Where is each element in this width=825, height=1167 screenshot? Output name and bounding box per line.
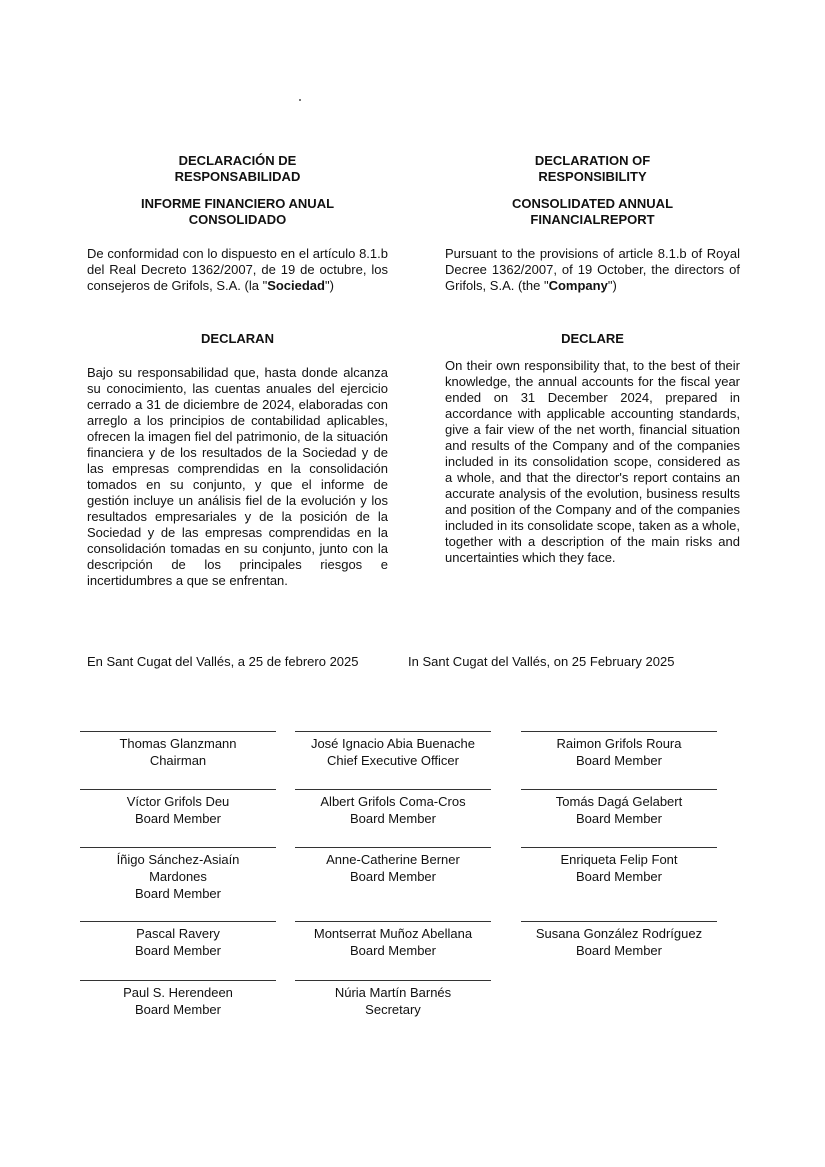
signatory-name: Montserrat Muñoz Abellana [313,926,473,941]
signatory-role: Board Member [135,811,221,826]
english-title-line2: RESPONSIBILITY [538,169,647,184]
english-declare-heading: DECLARE [561,331,624,346]
signatory-role: Board Member [135,1002,221,1017]
signatory-role: Board Member [576,811,662,826]
signatory-role: Board Member [135,886,221,901]
signatory-role: Board Member [135,943,221,958]
english-subtitle-line1: CONSOLIDATED ANNUAL [511,196,674,211]
signature-block [521,789,717,827]
signature-block [521,921,717,959]
signatory-role: Chairman [149,753,207,768]
english-intro-text: Pursuant to the provisions of article 8.1.b of Royal Decree 1362/2007, of 19 October, the directors of Grifols, S.A. (the " [445,246,740,293]
spanish-subtitle-line1: INFORME FINANCIERO ANUAL [140,196,335,211]
signatory-role: Board Member [576,753,662,768]
spanish-intro [87,246,388,294]
english-place-date: In Sant Cugat del Vallés, on 25 February 2025 [408,654,675,669]
signatory-name: Enriqueta Felip Font [560,852,678,867]
signatory-name: Pascal Ravery [136,926,220,941]
signature-block [80,980,276,1018]
spanish-subtitle [87,196,388,228]
signatory-name: José Ignacio Abia Buenache [310,736,476,751]
signature-block [521,847,717,885]
signature-block [295,847,491,885]
signatory-name: Tomás Dagá Gelabert [555,794,683,809]
signatory-role: Chief Executive Officer [327,753,459,768]
spanish-title [87,153,388,185]
signatory-name: Íñigo Sánchez-Asiaín [116,852,240,867]
signatory-name: Raimon Grifols Roura [556,736,682,751]
signatory-name: Susana González Rodríguez [535,926,703,941]
spanish-declaration: Bajo su responsabilidad que, hasta donde alcanza su conocimiento, las cuentas anuales del ejercicio cerrado a 31 de diciembre de 2024, elaboradas con arreglo a los principios de contabilidad aplicables, ofrecen la imagen fiel del patrimonio, de la situación financiera y de los resultados de la Sociedad y de las empresas comprendidas en la consolidación tomados en su conjunto, y que el informe de gestión incluye un análisis fiel de la evolución y los resultados empresariales y de la posición de la Sociedad y de las empresas comprendidas en la consolidación tomadas en su conjunto, junto con la descripción de los principales riesgos e incertidumbres a que se enfrentan. [87,365,388,588]
english-title-line1: DECLARATION OF [534,153,651,168]
signature-block [295,921,491,959]
spanish-intro-bold: Sociedad [267,278,325,293]
stray-mark [299,99,301,101]
spanish-place-date: En Sant Cugat del Vallés, a 25 de febrero 2025 [87,654,359,669]
signatory-role: Board Member [350,943,436,958]
signatory-role: Board Member [350,811,436,826]
signature-block [80,789,276,827]
signature-block [80,847,276,902]
signature-block [295,731,491,769]
english-declaration: On their own responsibility that, to the best of their knowledge, the annual accounts for the fiscal year ended on 31 December 2024, prepared in accordance with applicable accounting standards, give a fair view of the net worth, financial situation and results of the Company and of the companies included in its consolidation scope, considered as a whole, and that the director's report contains an accurate analysis of the evolution, business results and position of the Company and of the companies included in its consolidate scope, taken as a whole, together with a description of the main risks and uncertainties which they face. [445,358,740,565]
spanish-declare-heading: DECLARAN [201,331,274,346]
spanish-subtitle-line2: CONSOLIDADO [188,212,287,227]
signature-block [295,789,491,827]
english-intro-bold: Company [548,278,608,293]
signatory-name: Albert Grifols Coma-Cros [320,794,466,809]
signatory-name: Thomas Glanzmann [119,736,237,751]
signatory-role: Board Member [576,869,662,884]
spanish-title-line2: RESPONSABILIDAD [174,169,301,184]
english-title [445,153,740,185]
signature-block [80,731,276,769]
signatory-role: Board Member [576,943,662,958]
signatory-name: Paul S. Herendeen [123,985,233,1000]
english-intro-end: ") [607,278,617,293]
signatory-role: Secretary [365,1002,421,1017]
english-intro [445,246,740,294]
spanish-intro-text: De conformidad con lo dispuesto en el artículo 8.1.b del Real Decreto 1362/2007, de 19 de octubre, los consejeros de Grifols, S.A. (la " [87,246,388,293]
signature-block [521,731,717,769]
signatory-name: Anne-Catherine Berner [326,852,460,867]
signatory-name: Núria Martín Barnés [334,985,452,1000]
signatory-role: Board Member [350,869,436,884]
spanish-intro-end: ") [324,278,334,293]
signatory-name-line2: Mardones [149,869,207,884]
signature-block [80,921,276,959]
signatory-name: Víctor Grifols Deu [126,794,230,809]
signature-block [295,980,491,1018]
english-subtitle [445,196,740,228]
spanish-title-line1: DECLARACIÓN DE [178,153,297,168]
english-subtitle-line2: FINANCIALREPORT [530,212,655,227]
